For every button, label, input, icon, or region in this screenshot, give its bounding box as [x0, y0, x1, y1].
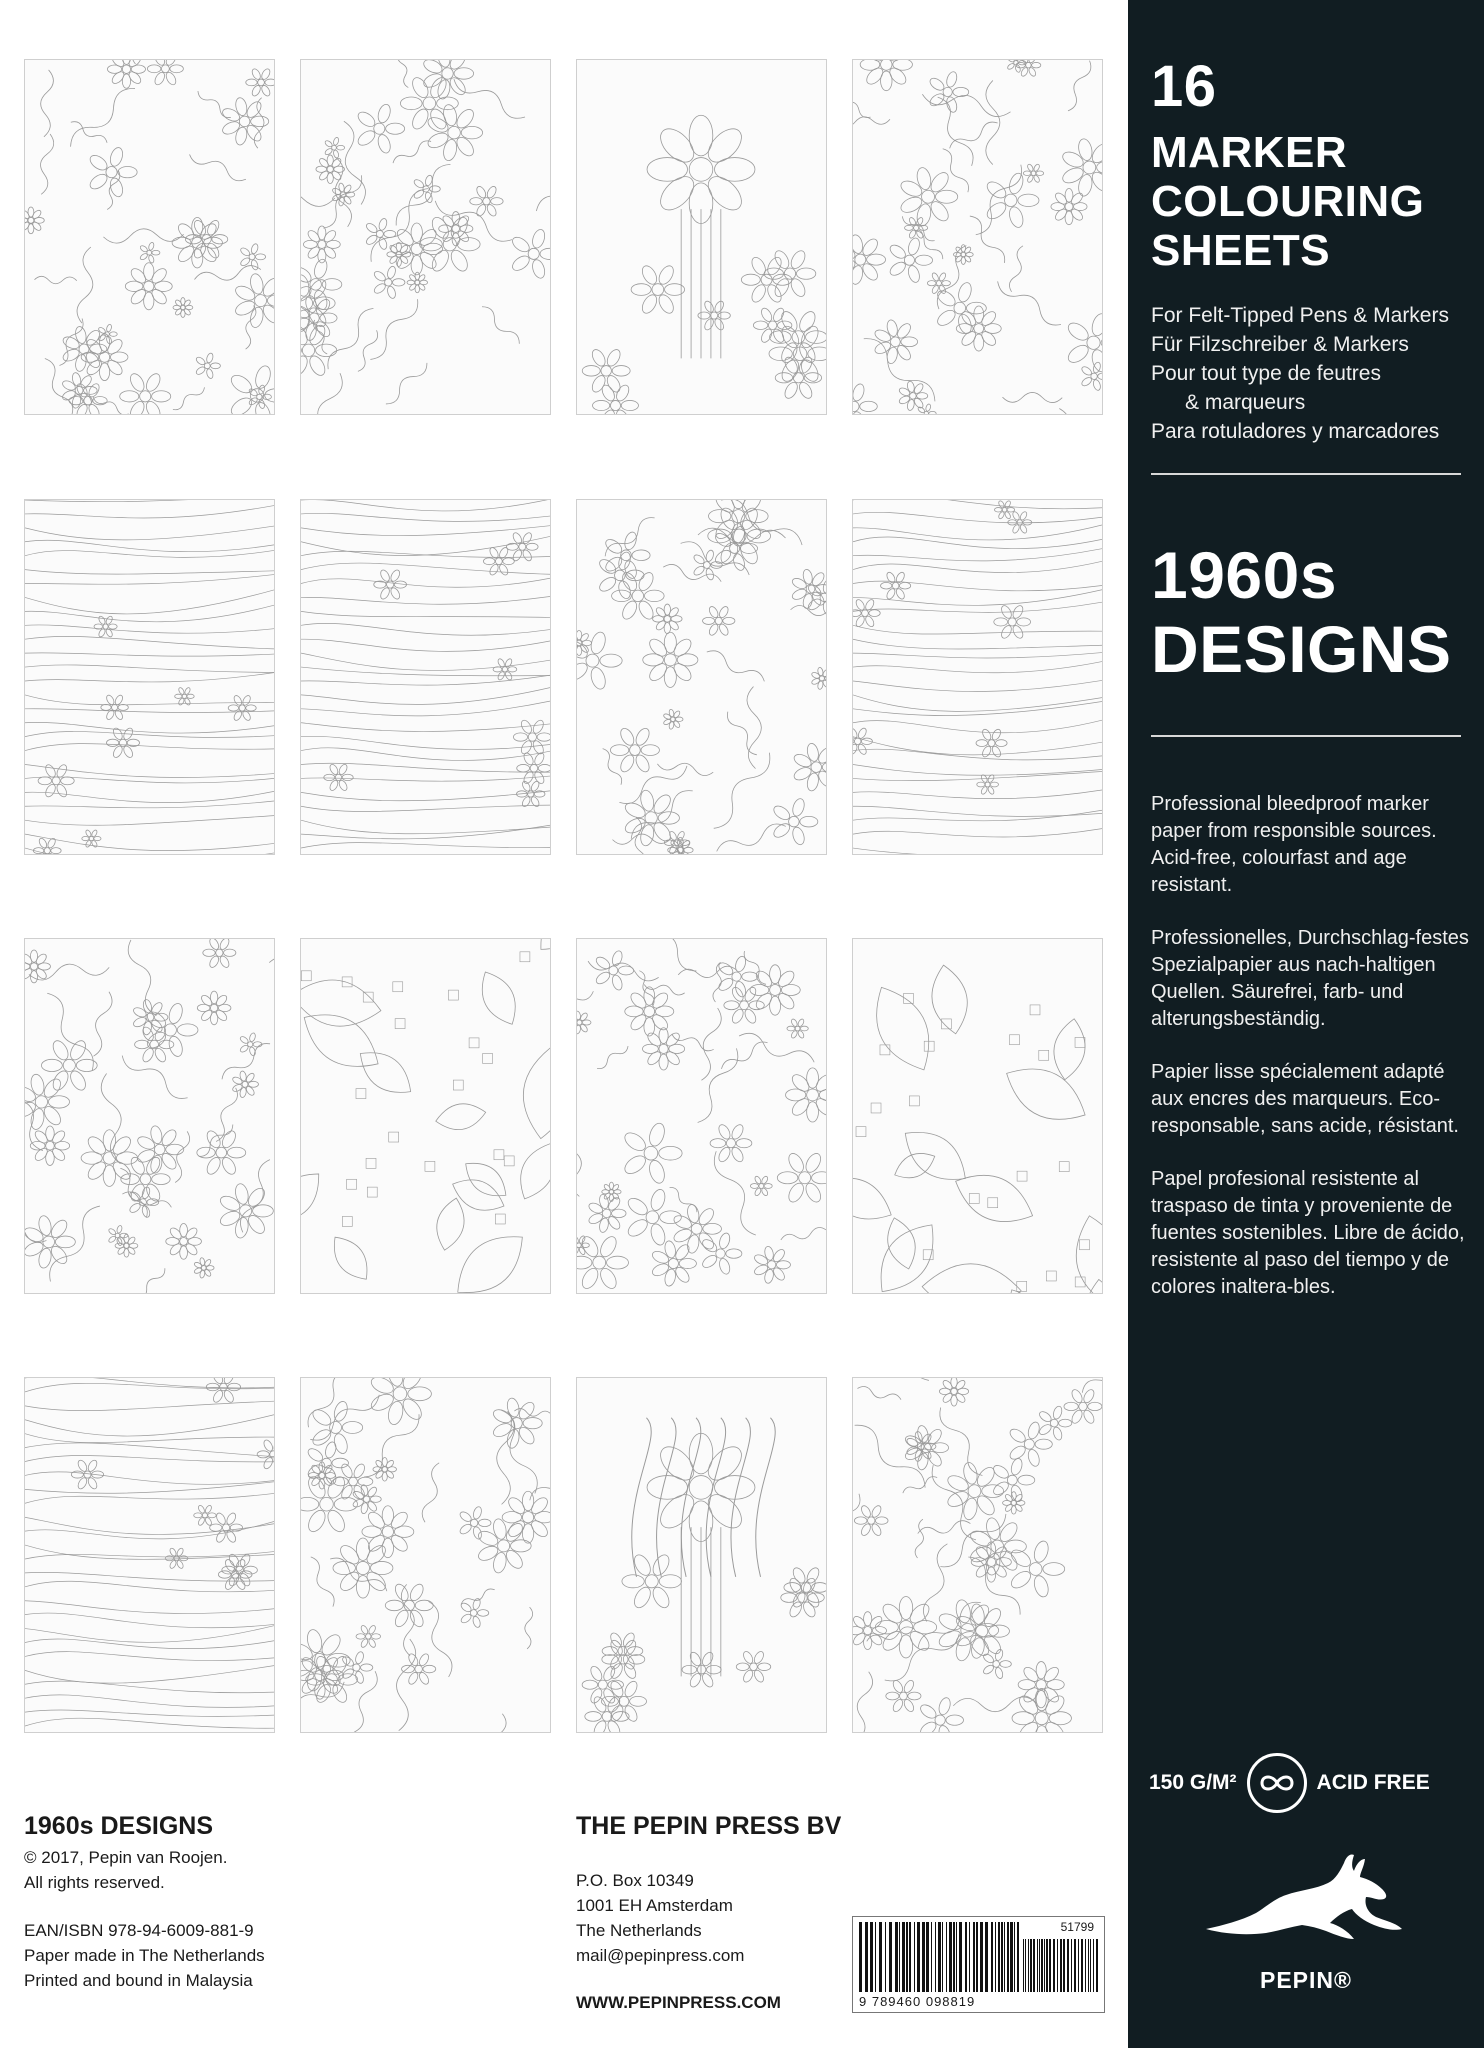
- sheet-thumbnail: [24, 1377, 275, 1733]
- barcode-code: 51799: [1060, 1920, 1094, 1934]
- tools-line: Pour tout type de feutres: [1151, 362, 1381, 385]
- sheet-thumbnail: [24, 499, 275, 855]
- infinity-icon: [1247, 1753, 1307, 1813]
- sheet-count: 16: [1151, 54, 1217, 119]
- sheet-art-paisley-swirl: [25, 60, 274, 414]
- sheet-art-wavy-lines: [25, 1378, 274, 1732]
- description-german: Professionelles, Durchschlag-festes Spezialpapier aus nach-haltigen Quellen. Säurefrei, farb- und alterungsbeständig.: [1151, 927, 1469, 1030]
- city: 1001 EH Amsterdam: [576, 1896, 733, 1915]
- product-title-line: MARKER: [1151, 128, 1348, 177]
- design-title-line: DESIGNS: [1151, 612, 1452, 686]
- printed-in: Printed and bound in Malaysia: [24, 1971, 253, 1990]
- brand-name: PEPIN®: [1260, 1967, 1352, 1993]
- sheet-thumbnail: [576, 938, 827, 1294]
- rabbit-logo-icon: [1204, 1851, 1404, 1943]
- footer-title: 1960s DESIGNS: [24, 1812, 213, 1840]
- sheet-thumbnail: [300, 59, 551, 415]
- po-box: P.O. Box 10349: [576, 1871, 694, 1890]
- sheet-art-fan-leaves: [853, 939, 1102, 1293]
- sheet-thumbnail: [24, 938, 275, 1294]
- paper-specs: [1149, 1751, 1469, 1815]
- sheet-thumbnail: [300, 1377, 551, 1733]
- tools-line: Para rotuladores y marcadores: [1151, 420, 1440, 443]
- isbn: EAN/ISBN 978-94-6009-881-9: [24, 1921, 254, 1940]
- divider: [1151, 473, 1461, 475]
- sheet-art-big-flower: [577, 60, 826, 414]
- sheet-thumbnail: [852, 938, 1103, 1294]
- sheet-art-baroque-scroll: [301, 1378, 550, 1732]
- description-english: Professional bleedproof marker paper from responsible sources. Acid-free, colourfast and age resistant.: [1151, 793, 1437, 896]
- publisher-block: [576, 1812, 876, 1968]
- sheet-thumbnail: [576, 1377, 827, 1733]
- tools-list: [1151, 301, 1449, 446]
- product-title: [1151, 128, 1424, 275]
- sheet-thumbnail: [24, 59, 275, 415]
- rights: All rights reserved.: [24, 1873, 165, 1892]
- sheet-thumbnail: [852, 1377, 1103, 1733]
- sheet-art-psychedelic-wave: [25, 500, 274, 854]
- email[interactable]: mail@pepinpress.com: [576, 1946, 745, 1965]
- sheet-thumbnail: [300, 499, 551, 855]
- copyright: © 2017, Pepin van Roojen.: [24, 1848, 228, 1867]
- website-link[interactable]: WWW.PEPINPRESS.COM: [576, 1993, 781, 2012]
- sheet-art-melting-wave: [301, 500, 550, 854]
- sheet-thumbnail: [576, 499, 827, 855]
- sheet-art-small-flowers: [25, 939, 274, 1293]
- design-title-line: 1960s: [1151, 538, 1338, 612]
- description-french: Papier lisse spécialement adapté aux encres des marqueurs. Eco-responsable, sans acide, résistant.: [1151, 1061, 1459, 1137]
- sheet-thumbnail: [300, 938, 551, 1294]
- paper-origin: Paper made in The Netherlands: [24, 1946, 265, 1965]
- description-spanish: Papel profesional resistente al traspaso de tinta y proveniente de fuentes sostenibles. Libre de ácido, resistente al paso del tiempo y de colores inaltera-bles.: [1151, 1168, 1465, 1298]
- tools-line: For Felt-Tipped Pens & Markers: [1151, 304, 1449, 327]
- description: [1151, 791, 1471, 1327]
- barcode-digits: 9 789460 098819: [859, 1994, 976, 2009]
- sheet-art-floral-vine: [301, 60, 550, 414]
- tools-line: Für Filzschreiber & Markers: [1151, 333, 1409, 356]
- design-title: [1151, 538, 1452, 686]
- product-title-line: SHEETS: [1151, 226, 1331, 275]
- sheet-art-paisley-flowers: [577, 939, 826, 1293]
- sheet-thumbnail: [852, 59, 1103, 415]
- side-panel: [1128, 0, 1484, 2048]
- acid-free-label: ACID FREE: [1316, 1771, 1430, 1794]
- sheet-art-feathers: [853, 500, 1102, 854]
- imprint: [24, 1812, 524, 1993]
- tools-line: & marqueurs: [1185, 391, 1306, 414]
- sheet-thumbnail: [576, 59, 827, 415]
- country: The Netherlands: [576, 1921, 702, 1940]
- divider: [1151, 735, 1461, 737]
- barcode: [852, 1916, 1105, 2013]
- sheet-art-daisy-field: [853, 1378, 1102, 1732]
- sheet-art-lace-floral: [853, 60, 1102, 414]
- sheet-art-mosaic-leaves: [301, 939, 550, 1293]
- sheet-art-circles-flower: [577, 500, 826, 854]
- product-title-line: COLOURING: [1151, 177, 1425, 226]
- sheet-thumbnail: [852, 499, 1103, 855]
- publisher-name: THE PEPIN PRESS BV: [576, 1812, 842, 1840]
- paper-weight: 150 G/M²: [1149, 1771, 1237, 1794]
- sheet-art-curl-fountain: [577, 1378, 826, 1732]
